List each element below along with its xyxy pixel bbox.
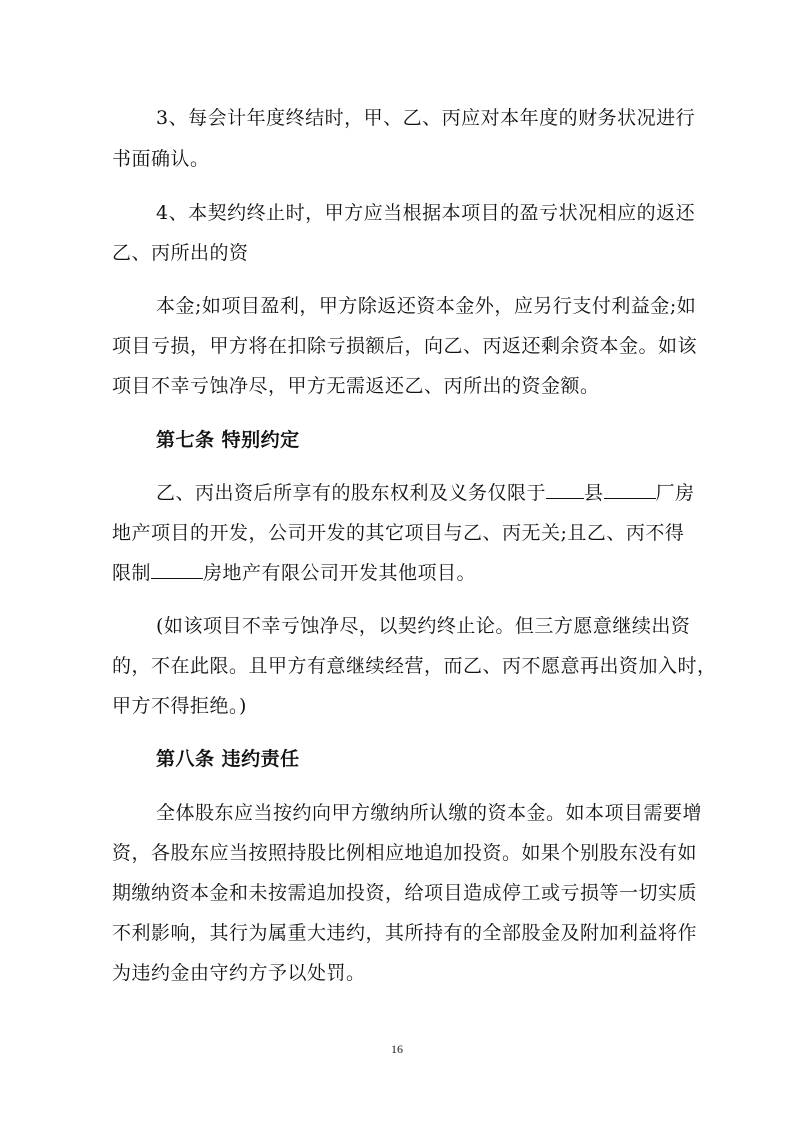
clause-3-line-2: 书面确认。 <box>112 148 210 170</box>
article-7-heading: 第七条 特别约定 <box>156 429 300 451</box>
article-8-line-4: 不利影响，其行为属重大违约，其所持有的全部股金及附加利益将作 <box>112 922 698 944</box>
note-line-3: 甲方不得拒绝。) <box>112 695 247 717</box>
capital-line-2: 项目亏损，甲方将在扣除亏损额后，向乙、丙返还剩余资本金。如该 <box>112 335 698 357</box>
clause-4-line-1: 4、本契约终止时，甲方应当根据本项目的盈亏状况相应的返还 <box>156 202 696 224</box>
article-7-line-2: 地产项目的开发，公司开发的其它项目与乙、丙无关;且乙、丙不得 <box>112 522 685 544</box>
note-line-1: (如该项目不幸亏蚀净尽，以契约终止论。但三方愿意继续出资 <box>156 615 691 637</box>
clause-3-line-1: 3、每会计年度终结时，甲、乙、丙应对本年度的财务状况进行 <box>156 107 696 129</box>
blank-county <box>546 480 584 499</box>
article-7-line-3: 限制 房地产有限公司开发其他项目。 <box>112 562 477 584</box>
article-8-line-5: 为违约金由守约方予以处罚。 <box>112 962 366 984</box>
capital-line-1: 本金;如项目盈利，甲方除返还资本金外，应另行支付利益金;如 <box>156 295 697 317</box>
capital-line-3: 项目不幸亏蚀净尽，甲方无需返还乙、丙所出的资金额。 <box>112 375 600 397</box>
blank-factory <box>604 480 656 499</box>
blank-company <box>151 560 203 579</box>
article-7-line-1: 乙、丙出资后所享有的股东权利及义务仅限于 县 厂房 <box>156 482 695 504</box>
article-8-heading: 第八条 违约责任 <box>156 748 300 770</box>
article-8-line-2: 资，各股东应当按照持股比例相应地追加投资。如果个别股东没有如 <box>112 842 698 864</box>
clause-4-line-2: 乙、丙所出的资 <box>112 242 249 264</box>
note-line-2: 的，不在此限。且甲方有意继续经营，而乙、丙不愿意再出资加入时， <box>112 655 717 677</box>
page-number: 16 <box>391 1042 403 1056</box>
article-8-line-3: 期缴纳资本金和未按需追加投资，给项目造成停工或亏损等一切实质 <box>112 882 698 904</box>
article-8-line-1: 全体股东应当按约向甲方缴纳所认缴的资本金。如本项目需要增 <box>156 802 703 824</box>
